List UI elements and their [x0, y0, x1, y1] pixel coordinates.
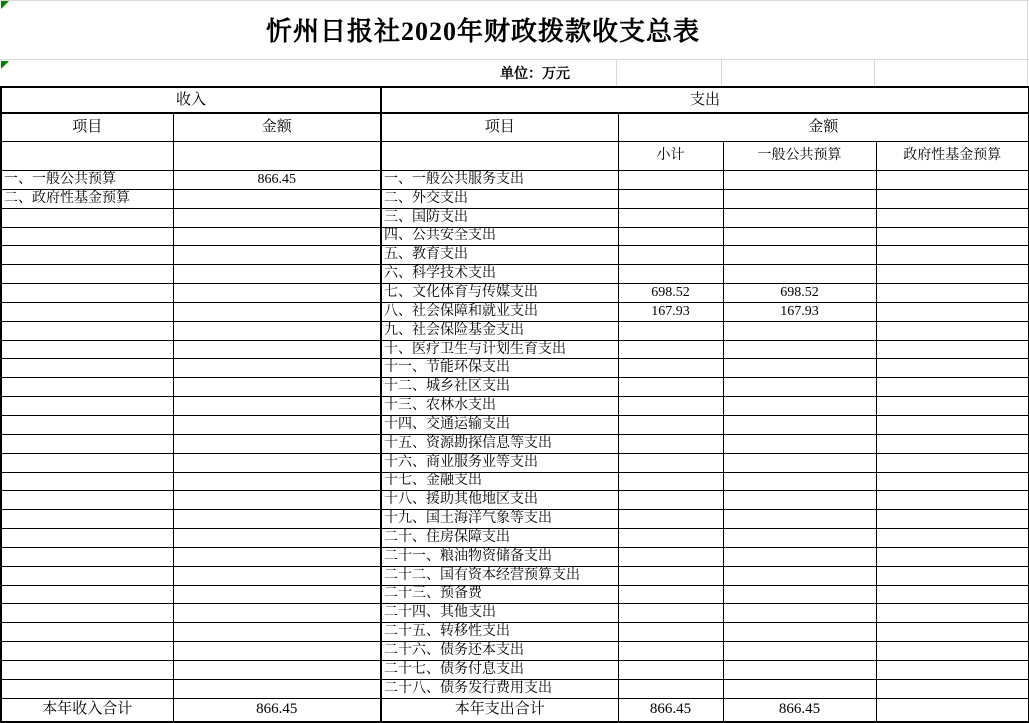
income-amount-cell — [173, 623, 381, 642]
expenditure-subtotal-cell — [618, 642, 723, 661]
income-amount-cell — [173, 189, 381, 208]
expenditure-subtotal-header: 小计 — [618, 142, 723, 171]
income-item-cell — [1, 359, 173, 378]
table-row — [1, 171, 1029, 190]
table-row — [1, 679, 1029, 698]
expenditure-fund-cell — [876, 566, 1029, 585]
table-row — [1, 604, 1029, 623]
expenditure-item-cell: 二十四、其他支出 — [381, 604, 618, 623]
cell-error-marker-icon — [1, 61, 9, 69]
expenditure-item-cell: 二十六、债务还本支出 — [381, 642, 618, 661]
expenditure-subtotal-cell — [618, 378, 723, 397]
expenditure-fund-cell — [876, 642, 1029, 661]
income-amount-cell — [173, 472, 381, 491]
expenditure-item-cell: 二十三、预备费 — [381, 585, 618, 604]
expenditure-general-cell — [723, 585, 876, 604]
table-row — [1, 397, 1029, 416]
expenditure-fund-cell — [876, 359, 1029, 378]
expenditure-subtotal-cell — [618, 547, 723, 566]
expenditure-general-cell — [723, 529, 876, 548]
expenditure-item-cell: 八、社会保障和就业支出 — [381, 302, 618, 321]
income-item-cell — [1, 415, 173, 434]
expenditure-general-cell — [723, 604, 876, 623]
table-row — [1, 415, 1029, 434]
expenditure-fund-cell — [876, 321, 1029, 340]
income-item-cell — [1, 246, 173, 265]
expenditure-item-cell: 二、外交支出 — [381, 189, 618, 208]
expenditure-item-cell: 十八、援助其他地区支出 — [381, 491, 618, 510]
expenditure-general-cell — [723, 340, 876, 359]
income-item-cell — [1, 642, 173, 661]
expenditure-item-cell: 十七、金融支出 — [381, 472, 618, 491]
expenditure-fund-cell — [876, 246, 1029, 265]
expenditure-subtotal-cell — [618, 359, 723, 378]
expenditure-subtotal-cell — [618, 434, 723, 453]
expenditure-subtotal-cell — [618, 604, 723, 623]
table-row — [1, 491, 1029, 510]
expenditure-general-cell — [723, 660, 876, 679]
expenditure-item-header: 项目 — [381, 113, 618, 142]
expenditure-fund-cell — [876, 585, 1029, 604]
income-item-header: 项目 — [1, 113, 173, 142]
income-amount-cell — [173, 529, 381, 548]
expenditure-fund-cell — [876, 171, 1029, 190]
expenditure-item-cell: 五、教育支出 — [381, 246, 618, 265]
income-amount-cell — [173, 227, 381, 246]
expenditure-item-cell: 十二、城乡社区支出 — [381, 378, 618, 397]
income-amount-cell — [173, 397, 381, 416]
expenditure-item-cell: 二十五、转移性支出 — [381, 623, 618, 642]
expenditure-general-cell — [723, 642, 876, 661]
table-row — [1, 642, 1029, 661]
expenditure-item-cell: 十一、节能环保支出 — [381, 359, 618, 378]
expenditure-item-cell: 二十八、债务发行费用支出 — [381, 679, 618, 698]
expenditure-general-cell — [723, 397, 876, 416]
expenditure-item-cell: 十、医疗卫生与计划生育支出 — [381, 340, 618, 359]
income-amount-cell — [173, 415, 381, 434]
expenditure-general-cell — [723, 472, 876, 491]
income-item-cell — [1, 547, 173, 566]
table-row — [1, 547, 1029, 566]
income-item-cell: 二、政府性基金预算 — [1, 189, 173, 208]
expenditure-fund-cell — [876, 227, 1029, 246]
income-item-cell — [1, 227, 173, 246]
expenditure-general-cell — [723, 227, 876, 246]
column-header-row — [1, 113, 1029, 142]
expenditure-general-cell — [723, 547, 876, 566]
expenditure-fund-cell — [876, 284, 1029, 303]
expenditure-subtotal-cell — [618, 227, 723, 246]
income-item-cell — [1, 472, 173, 491]
expenditure-subtotal-cell — [618, 321, 723, 340]
income-amount-cell — [173, 660, 381, 679]
expenditure-section-header: 支出 — [381, 87, 1029, 113]
income-item-cell — [1, 604, 173, 623]
income-item-cell — [1, 434, 173, 453]
expenditure-general-cell — [723, 265, 876, 284]
income-amount-cell — [173, 378, 381, 397]
expenditure-subtotal-cell: 167.93 — [618, 302, 723, 321]
table-row — [1, 566, 1029, 585]
table-row — [1, 227, 1029, 246]
expenditure-general-cell — [723, 171, 876, 190]
table-row — [1, 302, 1029, 321]
expenditure-item-cell: 十三、农林水支出 — [381, 397, 618, 416]
expenditure-amount-header: 金额 — [618, 113, 1029, 142]
expenditure-subtotal-cell — [618, 397, 723, 416]
income-amount-cell — [173, 359, 381, 378]
expenditure-item-cell: 四、公共安全支出 — [381, 227, 618, 246]
expenditure-subtotal-cell — [618, 265, 723, 284]
income-item-cell — [1, 585, 173, 604]
income-amount-cell — [173, 246, 381, 265]
income-amount-cell — [173, 453, 381, 472]
income-item-cell — [1, 660, 173, 679]
income-amount-cell — [173, 302, 381, 321]
income-amount-cell — [173, 284, 381, 303]
expenditure-general-cell — [723, 359, 876, 378]
income-section-header: 收入 — [1, 87, 381, 113]
income-item-cell — [1, 321, 173, 340]
expenditure-fund-cell — [876, 189, 1029, 208]
income-amount-cell — [173, 265, 381, 284]
expenditure-item-cell: 十五、资源勘探信息等支出 — [381, 434, 618, 453]
income-item-cell — [1, 510, 173, 529]
expenditure-item-cell: 十四、交通运输支出 — [381, 415, 618, 434]
expenditure-item-cell: 三、国防支出 — [381, 208, 618, 227]
income-amount-cell — [173, 434, 381, 453]
table-row — [1, 585, 1029, 604]
expenditure-item-cell: 二十二、国有资本经营预算支出 — [381, 566, 618, 585]
income-item-cell — [1, 302, 173, 321]
income-amount-cell — [173, 566, 381, 585]
table-row — [1, 246, 1029, 265]
expenditure-general-cell: 167.93 — [723, 302, 876, 321]
expenditure-general-cell — [723, 510, 876, 529]
table-row — [1, 208, 1029, 227]
income-total-amount: 866.45 — [173, 698, 381, 722]
income-item-cell — [1, 529, 173, 548]
expenditure-fund-cell — [876, 453, 1029, 472]
table-row — [1, 623, 1029, 642]
empty-cell — [173, 142, 381, 171]
expenditure-general-cell — [723, 491, 876, 510]
expenditure-subtotal-cell: 698.52 — [618, 284, 723, 303]
expenditure-fund-cell — [876, 660, 1029, 679]
expenditure-total-subtotal: 866.45 — [618, 698, 723, 722]
expenditure-item-cell: 十九、国土海洋气象等支出 — [381, 510, 618, 529]
expenditure-general-cell — [723, 453, 876, 472]
income-amount-cell — [173, 510, 381, 529]
expenditure-general-cell — [723, 246, 876, 265]
expenditure-total-label: 本年支出合计 — [381, 698, 618, 722]
empty-cell — [1, 142, 173, 171]
income-amount-cell — [173, 208, 381, 227]
income-item-cell — [1, 208, 173, 227]
expenditure-fund-cell — [876, 302, 1029, 321]
expenditure-item-cell: 九、社会保险基金支出 — [381, 321, 618, 340]
expenditure-subtotal-cell — [618, 529, 723, 548]
income-total-label: 本年收入合计 — [1, 698, 173, 722]
expenditure-subtotal-cell — [618, 510, 723, 529]
expenditure-general-cell — [723, 321, 876, 340]
income-item-cell — [1, 284, 173, 303]
table-row — [1, 378, 1029, 397]
income-item-cell — [1, 566, 173, 585]
income-item-cell — [1, 378, 173, 397]
table-row — [1, 434, 1029, 453]
expenditure-subtotal-cell — [618, 453, 723, 472]
expenditure-govfund-budget-header: 政府性基金预算 — [876, 142, 1029, 171]
expenditure-general-cell — [723, 679, 876, 698]
expenditure-item-cell: 一、一般公共服务支出 — [381, 171, 618, 190]
table-row — [1, 284, 1029, 303]
unit-row — [420, 60, 650, 85]
table-row — [1, 321, 1029, 340]
income-amount-cell — [173, 547, 381, 566]
income-item-cell — [1, 397, 173, 416]
expenditure-subtotal-cell — [618, 660, 723, 679]
expenditure-subtotal-cell — [618, 246, 723, 265]
expenditure-subtotal-cell — [618, 472, 723, 491]
expenditure-fund-cell — [876, 679, 1029, 698]
expenditure-general-budget-header: 一般公共预算 — [723, 142, 876, 171]
table-row — [1, 453, 1029, 472]
income-item-cell — [1, 340, 173, 359]
expenditure-general-cell — [723, 189, 876, 208]
table-row — [1, 472, 1029, 491]
empty-cell — [381, 142, 618, 171]
expenditure-fund-cell — [876, 415, 1029, 434]
table-row — [1, 529, 1029, 548]
income-amount-cell — [173, 321, 381, 340]
income-amount-cell — [173, 585, 381, 604]
expenditure-general-cell — [723, 566, 876, 585]
expenditure-general-cell — [723, 415, 876, 434]
expenditure-general-cell — [723, 208, 876, 227]
expenditure-fund-cell — [876, 208, 1029, 227]
income-amount-cell — [173, 604, 381, 623]
expenditure-general-cell — [723, 623, 876, 642]
expenditure-fund-cell — [876, 265, 1029, 284]
expenditure-item-cell: 二十一、粮油物资储备支出 — [381, 547, 618, 566]
expenditure-general-cell: 698.52 — [723, 284, 876, 303]
title-row — [0, 1, 966, 58]
expenditure-subtotal-cell — [618, 171, 723, 190]
expenditure-general-cell — [723, 378, 876, 397]
expenditure-total-fund — [876, 698, 1029, 722]
income-amount-header: 金额 — [173, 113, 381, 142]
expenditure-subtotal-cell — [618, 566, 723, 585]
section-header-row — [1, 87, 1029, 113]
table-row — [1, 340, 1029, 359]
expenditure-subtotal-cell — [618, 415, 723, 434]
expenditure-subtotal-cell — [618, 623, 723, 642]
table-row — [1, 510, 1029, 529]
expenditure-subtotal-cell — [618, 340, 723, 359]
gridline-unit-row-3 — [874, 60, 875, 86]
income-item-cell — [1, 679, 173, 698]
table-row — [1, 189, 1029, 208]
expenditure-subtotal-cell — [618, 491, 723, 510]
unit-label: 单位：万元 — [500, 66, 570, 82]
expenditure-fund-cell — [876, 397, 1029, 416]
expenditure-fund-cell — [876, 547, 1029, 566]
expenditure-general-cell — [723, 434, 876, 453]
expenditure-subtotal-cell — [618, 208, 723, 227]
income-item-cell — [1, 453, 173, 472]
budget-summary-table — [0, 86, 1029, 723]
income-item-cell: 一、一般公共预算 — [1, 171, 173, 190]
expenditure-fund-cell — [876, 510, 1029, 529]
total-row — [1, 698, 1029, 722]
expenditure-item-cell: 二十、住房保障支出 — [381, 529, 618, 548]
expenditure-item-cell: 七、文化体育与传媒支出 — [381, 284, 618, 303]
gridline-unit-row-2 — [721, 60, 722, 86]
income-amount-cell: 866.45 — [173, 171, 381, 190]
expenditure-fund-cell — [876, 623, 1029, 642]
income-item-cell — [1, 491, 173, 510]
income-amount-cell — [173, 491, 381, 510]
expenditure-subtotal-cell — [618, 585, 723, 604]
expenditure-item-cell: 二十七、债务付息支出 — [381, 660, 618, 679]
expenditure-subtotal-cell — [618, 189, 723, 208]
expenditure-fund-cell — [876, 529, 1029, 548]
expenditure-fund-cell — [876, 491, 1029, 510]
table-row — [1, 359, 1029, 378]
expenditure-item-cell: 六、科学技术支出 — [381, 265, 618, 284]
income-amount-cell — [173, 679, 381, 698]
expenditure-total-general: 866.45 — [723, 698, 876, 722]
income-item-cell — [1, 265, 173, 284]
income-amount-cell — [173, 340, 381, 359]
subcolumn-header-row — [1, 142, 1029, 171]
expenditure-item-cell: 十六、商业服务业等支出 — [381, 453, 618, 472]
expenditure-fund-cell — [876, 340, 1029, 359]
income-item-cell — [1, 623, 173, 642]
expenditure-fund-cell — [876, 378, 1029, 397]
table-row — [1, 265, 1029, 284]
income-amount-cell — [173, 642, 381, 661]
expenditure-subtotal-cell — [618, 679, 723, 698]
table-row — [1, 660, 1029, 679]
expenditure-fund-cell — [876, 434, 1029, 453]
expenditure-fund-cell — [876, 604, 1029, 623]
page-title: 忻州日报社2020年财政拨款收支总表 — [265, 17, 700, 46]
gridline-right-edge — [1027, 0, 1028, 86]
expenditure-fund-cell — [876, 472, 1029, 491]
